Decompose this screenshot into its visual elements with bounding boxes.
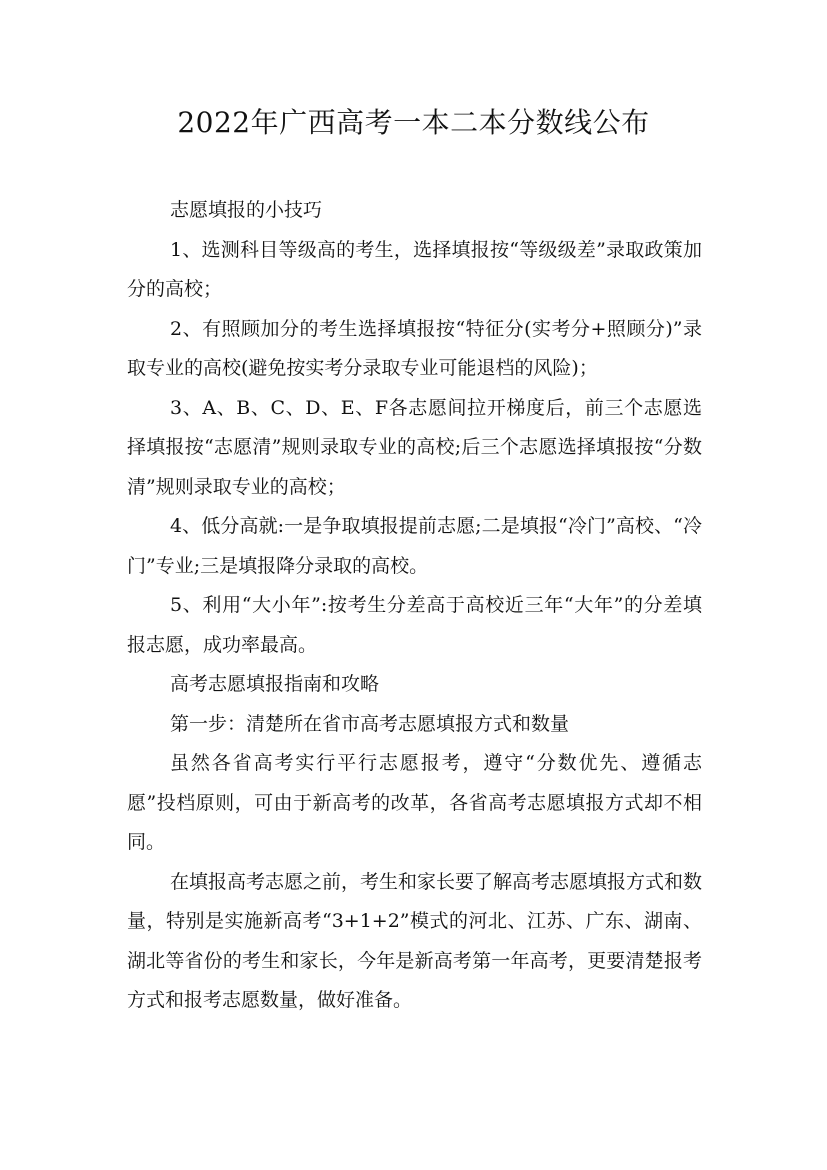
document-body	[127, 191, 702, 1021]
paragraph-tip-5: 5、利用“大小年”:按考生分差高于高校近三年“大年”的分差填报志愿，成功率最高。	[127, 594, 702, 656]
paragraph-advice: 在填报高考志愿之前，考生和家长要了解高考志愿填报方式和数量，特别是实施新高考“3+1+2”模式的河北、江苏、广东、湖南、湖北等省份的考生和家长，今年是新高考第一年高考，更要清楚报考方式和报考志愿数量，做好准备。	[127, 870, 703, 1011]
paragraph-explanation: 虽然各省高考实行平行志愿报考，遵守“分数优先、遵循志愿”投档原则，可由于新高考的改革，各省高考志愿填报方式却不相同。	[127, 752, 702, 853]
paragraph-tip-4: 4、低分高就:一是争取填报提前志愿;二是填报“冷门”高校、“冷门”专业;三是填报降分录取的高校。	[127, 515, 702, 577]
document-title: 2022年广西高考一本二本分数线公布	[177, 106, 650, 139]
paragraph-guide-heading: 高考志愿填报指南和攻略	[170, 673, 380, 695]
paragraph-tip-3: 3、A、B、C、D、E、F各志愿间拉开梯度后，前三个志愿选择填报按“志愿清”规则录取专业的高校;后三个志愿选择填报按“分数清”规则录取专业的高校；	[127, 396, 702, 498]
paragraph-tip-1: 1、选测科目等级高的考生，选择填报按“等级级差”录取政策加分的高校；	[127, 238, 702, 300]
paragraph-tip-2: 2、有照顾加分的考生选择填报按“特征分(实考分+照顾分)”录取专业的高校(避免按实考分录取专业可能退档的风险)；	[127, 317, 702, 379]
paragraph-step-1: 第一步：清楚所在省市高考志愿填报方式和数量	[170, 712, 570, 735]
paragraph-tips-heading: 志愿填报的小技巧	[170, 199, 323, 221]
